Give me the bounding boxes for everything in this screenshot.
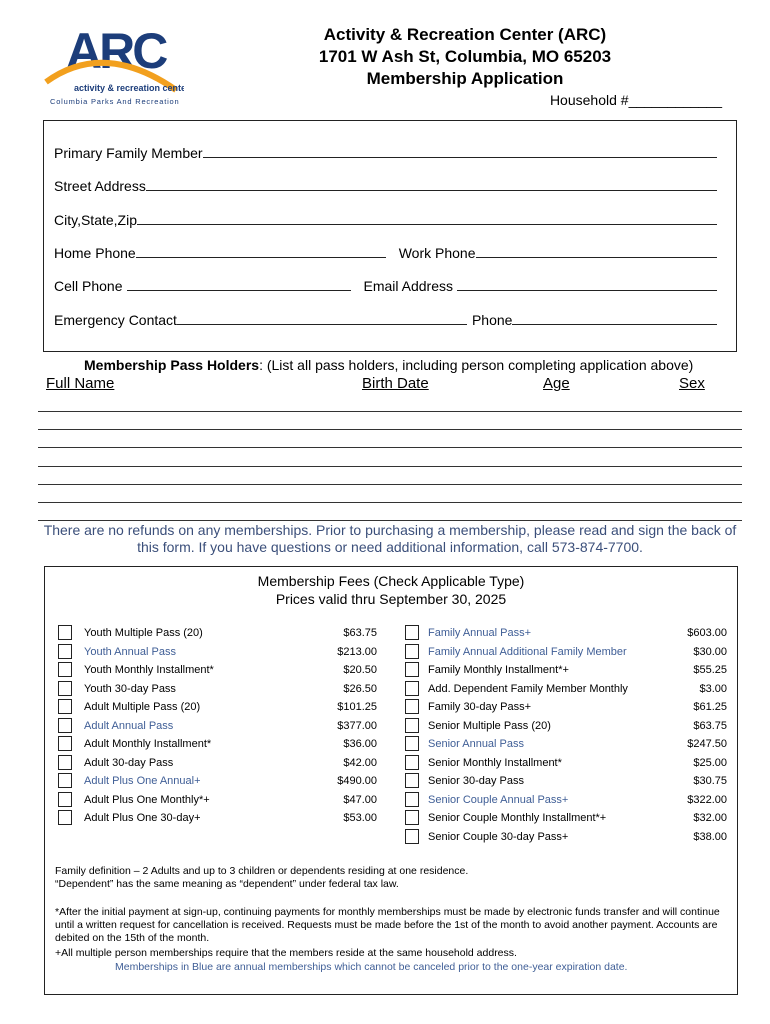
right-fee-price: $63.75 xyxy=(693,719,727,732)
left-fee-name: Adult Plus One Monthly*+ xyxy=(84,793,210,806)
home-phone-label: Home Phone xyxy=(54,245,136,261)
right-fee-name: Family Annual Pass+ xyxy=(428,627,532,639)
email-label: Email Address xyxy=(363,278,453,294)
logo-tagline: Columbia Parks And Recreation xyxy=(50,97,180,106)
right-fee-checkbox[interactable] xyxy=(405,755,419,770)
right-fee-price: $30.75 xyxy=(693,775,727,787)
right-fee-price: $30.00 xyxy=(693,645,727,658)
city-state-zip-label: City,State,Zip xyxy=(54,212,137,228)
right-fee-checkbox[interactable] xyxy=(405,681,419,696)
right-fee-name: Senior Couple Monthly Installment*+ xyxy=(428,812,607,824)
arc-logo xyxy=(44,20,184,110)
left-fee-name: Youth Multiple Pass (20) xyxy=(84,627,203,639)
household-number-field[interactable] xyxy=(550,92,722,108)
left-fee-price: $47.00 xyxy=(343,793,377,806)
header-address: 1701 W Ash St, Columbia, MO 65203 xyxy=(318,47,612,66)
left-fee-price: $213.00 xyxy=(337,645,377,658)
city-state-zip-row[interactable] xyxy=(54,212,720,228)
right-fee-name: Family Monthly Installment*+ xyxy=(428,664,569,676)
col-birth-date: Birth Date xyxy=(362,375,429,392)
family-definition: Family definition – 2 Adults and up to 3 children or dependents residing at one residence. xyxy=(55,865,469,877)
right-fee-price: $55.25 xyxy=(693,664,727,676)
col-age: Age xyxy=(543,375,570,392)
work-phone-line[interactable] xyxy=(476,245,718,258)
left-fee-price: $63.75 xyxy=(343,627,377,639)
left-fee-checkbox[interactable] xyxy=(58,810,72,825)
right-fee-price: $25.00 xyxy=(693,756,727,769)
left-fee-price: $36.00 xyxy=(343,738,377,750)
pass-holder-line-2[interactable] xyxy=(38,429,742,430)
right-fee-price: $603.00 xyxy=(687,627,727,639)
household-label: Household # xyxy=(549,92,629,108)
left-fee-price: $20.50 xyxy=(343,664,377,676)
phone-row[interactable] xyxy=(54,245,720,261)
col-sex: Sex xyxy=(679,375,705,392)
right-fee-checkbox[interactable] xyxy=(405,773,419,788)
left-fee-price: $490.00 xyxy=(337,775,377,787)
right-fee-checkbox[interactable] xyxy=(405,829,419,844)
family-info-box xyxy=(43,120,737,352)
right-fee-checkbox[interactable] xyxy=(405,736,419,751)
left-fee-checkbox[interactable] xyxy=(58,662,72,677)
right-fee-checkbox[interactable] xyxy=(405,662,419,677)
left-fee-name: Adult Plus One Annual+ xyxy=(84,775,201,787)
left-fee-checkbox[interactable] xyxy=(58,699,72,714)
right-fee-price: $3.00 xyxy=(699,682,727,695)
right-fee-checkbox[interactable] xyxy=(405,625,419,640)
pass-holder-line-6[interactable] xyxy=(38,502,742,503)
pass-holders-title-rest: : (List all pass holders, including person completing application above) xyxy=(259,357,694,373)
multi-person-note: +All multiple person memberships require that the members reside at the same household address. xyxy=(55,947,517,959)
right-fee-checkbox[interactable] xyxy=(405,699,419,714)
left-fee-name: Adult Monthly Installment* xyxy=(84,738,212,750)
city-state-zip-line[interactable] xyxy=(137,212,717,225)
right-fee-checkbox[interactable] xyxy=(405,810,419,825)
left-fee-checkbox[interactable] xyxy=(58,625,72,640)
cell-email-row[interactable] xyxy=(54,278,720,294)
left-fee-checkbox[interactable] xyxy=(58,773,72,788)
header-title: Activity & Recreation Center (ARC) xyxy=(323,25,607,44)
membership-fees-box xyxy=(44,566,738,995)
right-fee-name: Family Annual Additional Family Member xyxy=(428,645,627,658)
monthly-payment-note: *After the initial payment at sign-up, continuing payments for monthly memberships must be made by electronic funds transfer and will continue until a written request for cancellation is received. Requests must be made before the 1st of the month to avoid another payment. Accounts are debited on the 15th of the month. xyxy=(55,906,720,944)
right-fee-name: Senior Monthly Installment* xyxy=(428,756,562,769)
left-fee-checkbox[interactable] xyxy=(58,792,72,807)
work-phone-label: Work Phone xyxy=(398,245,476,261)
pass-holder-line-4[interactable] xyxy=(38,466,742,467)
primary-member-line[interactable] xyxy=(203,145,717,158)
left-fee-checkbox[interactable] xyxy=(58,644,72,659)
header-form-name: Membership Application xyxy=(366,69,564,88)
pass-holder-line-1[interactable] xyxy=(38,411,742,412)
emergency-phone-label: Phone xyxy=(471,312,513,328)
fees-validity: Prices valid thru September 30, 2025 xyxy=(275,591,507,607)
street-address-label: Street Address xyxy=(54,178,146,194)
left-fee-name: Adult Multiple Pass (20) xyxy=(84,701,201,713)
primary-member-label: Primary Family Member xyxy=(54,145,203,161)
pass-holder-line-3[interactable] xyxy=(38,447,742,448)
emergency-contact-line[interactable] xyxy=(177,312,467,325)
left-fee-checkbox[interactable] xyxy=(58,681,72,696)
right-fee-price: $322.00 xyxy=(687,793,727,806)
right-fee-price: $38.00 xyxy=(693,830,727,843)
emergency-phone-line[interactable] xyxy=(512,312,717,325)
right-fee-name: Senior Couple Annual Pass+ xyxy=(428,793,569,806)
left-fee-name: Adult Plus One 30-day+ xyxy=(84,812,201,824)
pass-holder-line-7[interactable] xyxy=(38,520,742,521)
left-fee-price: $42.00 xyxy=(343,756,377,769)
emergency-row[interactable] xyxy=(54,312,720,328)
right-fee-checkbox[interactable] xyxy=(405,718,419,733)
blue-memberships-note: Memberships in Blue are annual memberships which cannot be canceled prior to the one-year expiration date. xyxy=(115,961,628,973)
left-fee-name: Adult Annual Pass xyxy=(84,719,174,732)
left-fee-price: $53.00 xyxy=(343,812,377,824)
right-fee-name: Senior Annual Pass xyxy=(428,738,525,750)
pass-holders-title-bold: Membership Pass Holders xyxy=(84,357,260,373)
left-fee-checkbox[interactable] xyxy=(58,718,72,733)
street-address-row[interactable] xyxy=(54,178,720,194)
left-fee-checkbox[interactable] xyxy=(58,755,72,770)
household-blank: ____________ xyxy=(628,92,722,108)
right-fee-checkbox[interactable] xyxy=(405,792,419,807)
logo-arc-text: ARC xyxy=(66,23,166,79)
home-phone-line[interactable] xyxy=(136,245,386,258)
street-address-line[interactable] xyxy=(146,178,717,191)
col-full-name: Full Name xyxy=(46,375,115,392)
left-fee-name: Adult 30-day Pass xyxy=(84,756,174,769)
pass-holders-title xyxy=(84,357,693,373)
right-fee-name: Senior Couple 30-day Pass+ xyxy=(428,830,569,843)
right-fee-name: Add. Dependent Family Member Monthly xyxy=(428,682,628,695)
left-fee-price: $101.25 xyxy=(337,701,377,713)
right-fee-name: Family 30-day Pass+ xyxy=(428,701,532,713)
cell-phone-label: Cell Phone xyxy=(54,278,123,294)
right-fee-price: $247.50 xyxy=(687,738,727,750)
primary-member-row[interactable] xyxy=(54,145,720,161)
left-fee-price: $377.00 xyxy=(337,719,377,732)
right-fee-checkbox[interactable] xyxy=(405,644,419,659)
dependent-definition: “Dependent” has the same meaning as “dependent” under federal tax law. xyxy=(55,878,399,890)
left-fee-name: Youth Annual Pass xyxy=(84,645,176,658)
cell-phone-line[interactable] xyxy=(127,278,351,291)
refund-notice: There are no refunds on any memberships. Prior to purchasing a membership, please read and sign the back of this form. If you have questions or need additional information, call 573-874-7700. xyxy=(43,522,737,555)
fees-title: Membership Fees (Check Applicable Type) xyxy=(257,573,525,589)
right-fee-name: Senior 30-day Pass xyxy=(428,775,524,787)
left-fee-checkbox[interactable] xyxy=(58,736,72,751)
right-fee-price: $32.00 xyxy=(693,812,727,824)
emergency-contact-label: Emergency Contact xyxy=(54,312,177,328)
right-fee-name: Senior Multiple Pass (20) xyxy=(428,719,551,732)
pass-holder-line-5[interactable] xyxy=(38,484,742,485)
email-line[interactable] xyxy=(457,278,717,291)
left-fee-price: $26.50 xyxy=(343,682,377,695)
logo-subtitle: activity & recreation center xyxy=(74,83,184,93)
left-fee-name: Youth 30-day Pass xyxy=(84,682,176,695)
left-fee-name: Youth Monthly Installment* xyxy=(84,664,214,676)
right-fee-price: $61.25 xyxy=(693,701,727,713)
